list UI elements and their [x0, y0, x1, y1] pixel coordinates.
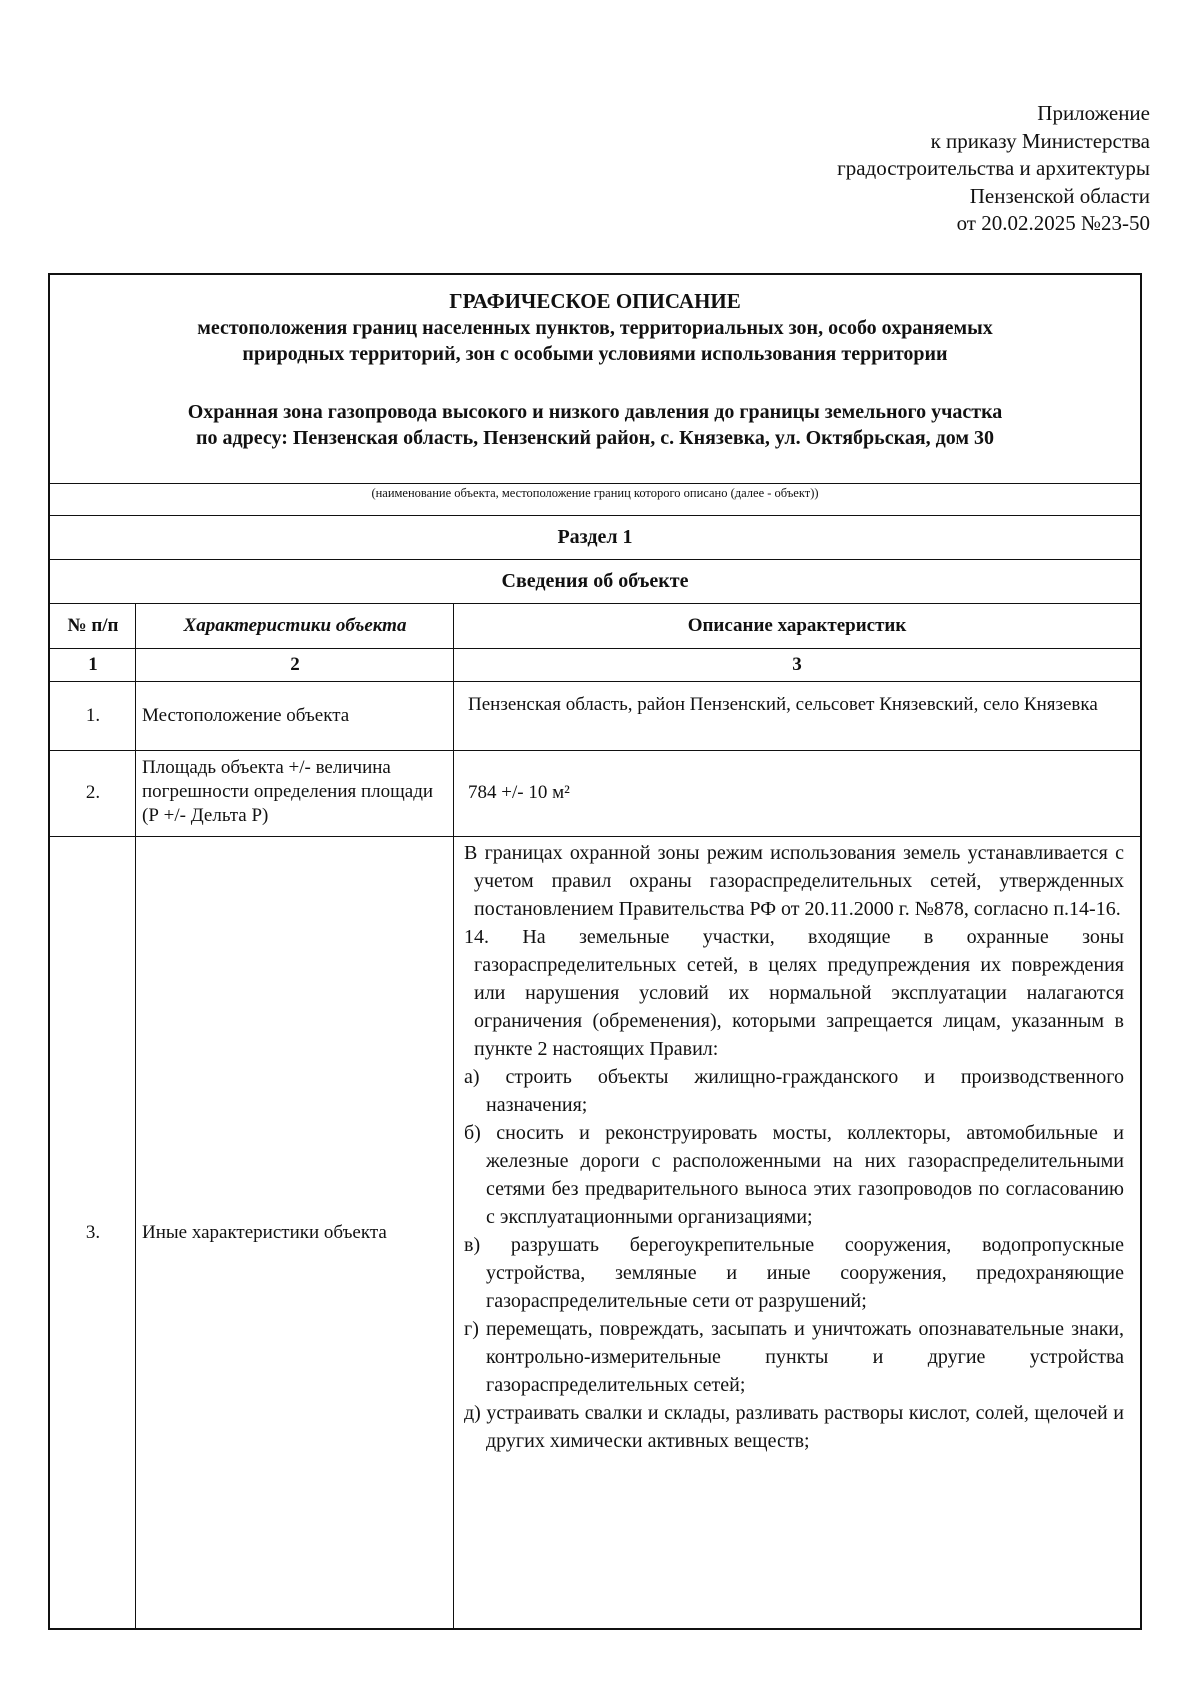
document-title: ГРАФИЧЕСКОЕ ОПИСАНИЕ — [449, 289, 741, 313]
object-caption: (наименование объекта, местоположение границ которого описано (далее - объект)) — [371, 486, 819, 500]
row-value: 784 +/- 10 м² — [468, 782, 570, 803]
row-number: 2. — [85, 782, 101, 803]
object-name — [50, 399, 1140, 451]
header-num: № п/п — [67, 615, 119, 636]
list-item: в) разрушать берегоукрепительные сооружения, водопропускные устройства, земляные и иные сооружения, предохраняющие газораспределительные сети от разрушений; — [464, 1234, 1124, 1312]
header-line: к приказу Министерства — [930, 128, 1150, 153]
section-title: Раздел 1 — [557, 526, 633, 548]
column-number: 3 — [792, 654, 802, 675]
title-block — [50, 275, 1140, 483]
list-item: а) строить объекты жилищно-гражданского и производственного назначения; — [464, 1066, 1124, 1116]
header-characteristics: Характеристики объекта — [183, 615, 407, 636]
column-number: 1 — [88, 654, 98, 675]
header-line: Приложение — [1037, 101, 1150, 125]
list-item: б) сносить и реконструировать мосты, коллекторы, автомобильные и железные дороги с расположенными на них газораспределительными сетями без предварительного выноса этих газопроводов по согласованию с эксплуатационными организациями; — [464, 1122, 1124, 1228]
row-number: 1. — [85, 705, 101, 726]
paragraph: В границах охранной зоны режим использования земель устанавливается с учетом правил охраны газораспределительных сетей, утвержденных постановлением Правительства РФ от 20.11.2000 г. №878, согласно п.14-16. — [464, 842, 1124, 920]
object-name-line: по адресу: Пензенская область, Пензенский район, с. Князевка, ул. Октябрьская, дом 30 — [195, 427, 995, 449]
subtitle-line: местоположения границ населенных пунктов, территориальных зон, особо охраняемых — [197, 317, 993, 339]
row-name: Площадь объекта +/- величина погрешности определения площади (Р +/- Дельта Р) — [142, 757, 434, 826]
list-item: д) устраивать свалки и склады, разливать растворы кислот, солей, щелочей и других химически активных веществ; — [464, 1402, 1124, 1452]
header-line: от 20.02.2025 №23-50 — [956, 211, 1150, 235]
row-name — [136, 836, 454, 1630]
header-line: Пензенской области — [969, 183, 1150, 208]
section-subtitle: Сведения об объекте — [501, 570, 689, 592]
document-subtitle — [50, 315, 1140, 367]
header-line: градостроительства и архитектуры — [837, 156, 1150, 180]
row-number-text: 3. — [85, 1222, 101, 1243]
subtitle-line: природных территорий, зон с особыми условиями использования территории — [242, 343, 948, 365]
row-number — [50, 836, 136, 1630]
list-item: г) перемещать, повреждать, засыпать и уничтожать опознавательные знаки, контрольно-измерительные пункты и другие устройства газораспределительных сетей; — [464, 1318, 1124, 1396]
object-name-line: Охранная зона газопровода высокого и низкого давления до границы земельного участка — [187, 401, 1003, 423]
column-number: 2 — [290, 654, 300, 675]
row-name: Местоположение объекта — [142, 705, 350, 726]
row-name-text: Иные характеристики объекта — [142, 1222, 387, 1243]
document-table — [48, 273, 1142, 1630]
document-header — [837, 100, 1150, 238]
header-description: Описание характеристик — [687, 615, 907, 636]
paragraph: 14. На земельные участки, входящие в охранные зоны газораспределительных сетей, в целях предупреждения их повреждения или нарушения условий их нормальной эксплуатации налагаются ограничения (обременения), которыми запрещается лицам, указанным в пункте 2 настоящих Правил: — [464, 926, 1124, 1060]
row-value — [454, 839, 1140, 1455]
row-value: Пензенская область, район Пензенский, сельсовет Князевский, село Князевка — [468, 694, 1098, 715]
